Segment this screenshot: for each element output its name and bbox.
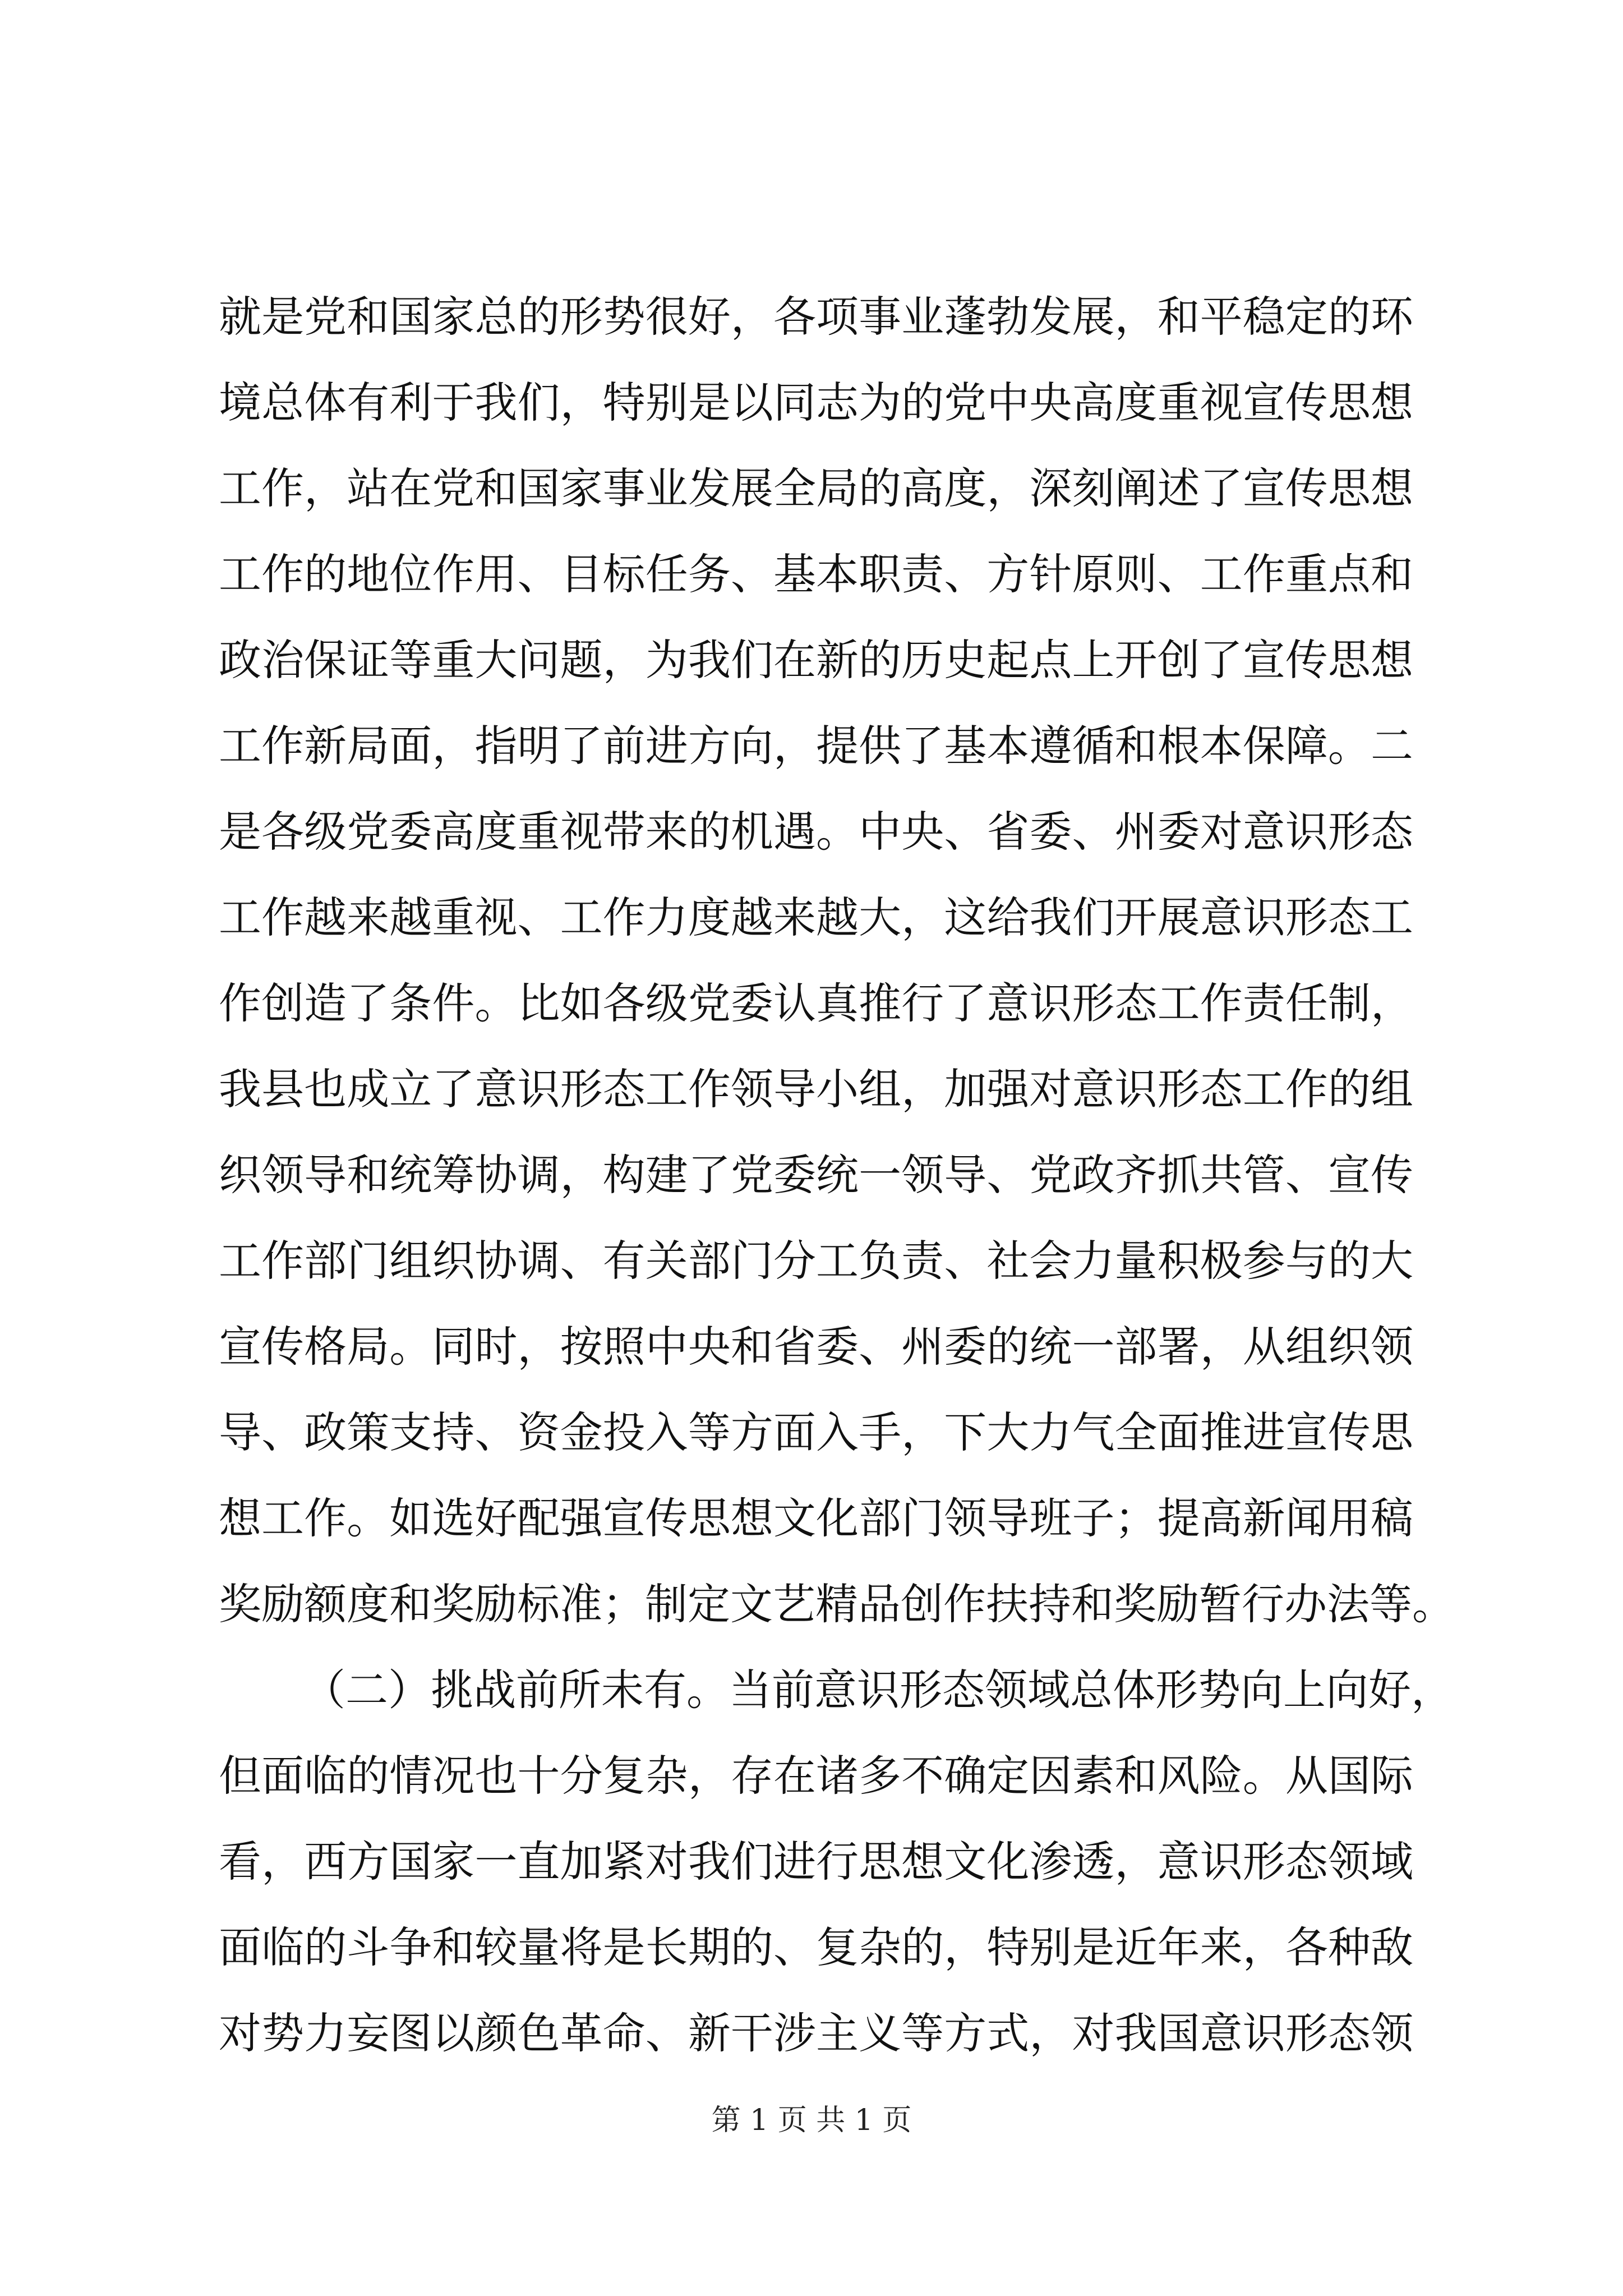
text-line: 工作越来越重视、工作力度越来越大，这给我们开展意识形态工 bbox=[219, 892, 1413, 942]
text-line: 境总体有利于我们，特别是以同志为的党中央高度重视宣传思想 bbox=[219, 378, 1413, 427]
text-line: 就是党和国家总的形势很好，各项事业蓬勃发展，和平稳定的环 bbox=[219, 292, 1413, 342]
text-line: 对势力妄图以颜色革命、新干涉主义等方式，对我国意识形态领 bbox=[219, 2008, 1413, 2058]
text-line: 我县也成立了意识形态工作领导小组，加强对意识形态工作的组 bbox=[219, 1064, 1413, 1114]
page-footer: 第 1 页 共 1 页 bbox=[711, 2104, 912, 2137]
text-line: 是各级党委高度重视带来的机遇。中央、省委、州委对意识形态 bbox=[219, 807, 1413, 857]
text-line: 工作，站在党和国家事业发展全局的高度，深刻阐述了宣传思想 bbox=[219, 463, 1413, 513]
text-line: 奖励额度和奖励标准；制定文艺精品创作扶持和奖励暂行办法等。 bbox=[219, 1579, 1455, 1629]
text-line: 导、政策支持、资金投入等方面入手，下大力气全面推进宣传思 bbox=[219, 1407, 1413, 1457]
text-line: 宣传格局。同时，按照中央和省委、州委的统一部署，从组织领 bbox=[219, 1322, 1413, 1372]
text-line: 政治保证等重大问题，为我们在新的历史起点上开创了宣传思想 bbox=[219, 635, 1413, 685]
text-line: 看，西方国家一直加紧对我们进行思想文化渗透，意识形态领域 bbox=[219, 1837, 1413, 1887]
text-line: 作创造了条件。比如各级党委认真推行了意识形态工作责任制， bbox=[219, 978, 1413, 1028]
text-line: 工作新局面，指明了前进方向，提供了基本遵循和根本保障。二 bbox=[219, 721, 1413, 771]
text-line: （二）挑战前所未有。当前意识形态领域总体形势向上向好， bbox=[303, 1665, 1454, 1715]
text-line: 但面临的情况也十分复杂，存在诸多不确定因素和风险。从国际 bbox=[219, 1751, 1413, 1801]
text-line: 织领导和统筹协调，构建了党委统一领导、党政齐抓共管、宣传 bbox=[219, 1150, 1413, 1200]
text-line: 工作部门组织协调、有关部门分工负责、社会力量积极参与的大 bbox=[219, 1236, 1413, 1286]
text-line: 面临的斗争和较量将是长期的、复杂的，特别是近年来，各种敌 bbox=[219, 1922, 1413, 1972]
text-line: 工作的地位作用、目标任务、基本职责、方针原则、工作重点和 bbox=[219, 549, 1413, 599]
text-line: 想工作。如选好配强宣传思想文化部门领导班子；提高新闻用稿 bbox=[219, 1493, 1413, 1543]
